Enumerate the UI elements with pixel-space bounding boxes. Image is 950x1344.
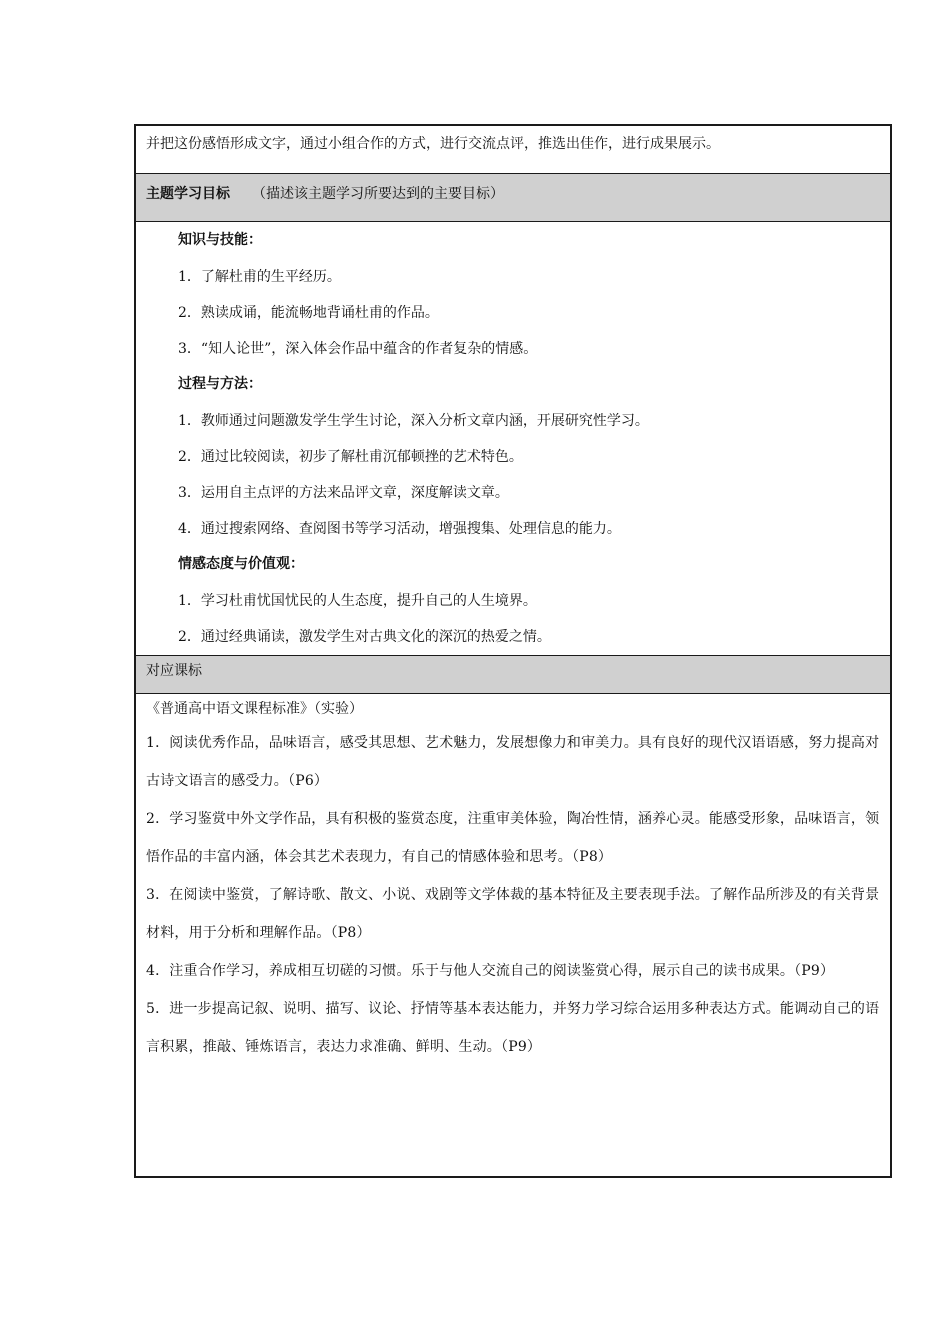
standard-item: 3．在阅读中鉴赏，了解诗歌、散文、小说、戏剧等文学体裁的基本特征及主要表现手法。了解作品所涉及的有关背景材料，用于分析和理解作品。（P8）	[146, 887, 880, 941]
standards-header-row	[136, 656, 890, 694]
standards-row	[136, 694, 890, 1176]
goal-item: 1．教师通过问题激发学生学生讨论，深入分析文章内涵，开展研究性学习。	[178, 413, 649, 429]
intro-row	[136, 126, 890, 174]
goals-header-description: （描述该主题学习所要达到的主要目标）	[252, 186, 504, 202]
goal-item: 1．了解杜甫的生平经历。	[178, 269, 341, 285]
standard-item: 4．注重合作学习，养成相互切磋的习惯。乐于与他人交流自己的阅读鉴赏心得，展示自己的读书成果。（P9）	[146, 963, 835, 979]
goal-item: 2．熟读成诵，能流畅地背诵杜甫的作品。	[178, 305, 439, 321]
standard-item: 1．阅读优秀作品，品味语言，感受其思想、艺术魅力，发展想像力和审美力。具有良好的现代汉语语感，努力提高对古诗文语言的感受力。（P6）	[146, 735, 880, 789]
lesson-plan-table	[134, 124, 892, 1178]
goal-item: 3．“知人论世”，深入体会作品中蕴含的作者复杂的情感。	[178, 341, 538, 357]
goal-item: 2．通过经典诵读，激发学生对古典文化的深沉的热爱之情。	[178, 629, 551, 645]
intro-text: 并把这份感悟形成文字，通过小组合作的方式，进行交流点评，推选出佳作，进行成果展示。	[146, 136, 720, 152]
goal-heading: 知识与技能：	[178, 232, 262, 248]
goal-item: 3．运用自主点评的方法来品评文章，深度解读文章。	[178, 485, 509, 501]
goal-heading: 过程与方法：	[178, 376, 262, 392]
goal-section-attitude	[146, 550, 880, 658]
goal-heading: 情感态度与价值观：	[178, 556, 304, 572]
goal-item: 2．通过比较阅读，初步了解杜甫沉郁顿挫的艺术特色。	[178, 449, 523, 465]
standard-item: 5．进一步提高记叙、说明、描写、议论、抒情等基本表达能力，并努力学习综合运用多种表达方式。能调动自己的语言积累，推敲、锤炼语言，表达力求准确、鲜明、生动。（P9）	[146, 1001, 880, 1055]
goals-header-title: 主题学习目标	[146, 186, 230, 202]
standards-header-title: 对应课标	[146, 663, 202, 679]
goals-header-row	[136, 174, 890, 222]
goal-section-knowledge	[146, 222, 880, 370]
standard-item: 2．学习鉴赏中外文学作品，具有积极的鉴赏态度，注重审美体验，陶冶性情，涵养心灵。能感受形象，品味语言，领悟作品的丰富内涵，体会其艺术表现力，有自己的情感体验和思考。（P8）	[146, 811, 880, 865]
goals-row	[136, 222, 890, 656]
standards-source: 《普通高中语文课程标准》（实验）	[146, 701, 363, 717]
goal-item: 4．通过搜索网络、查阅图书等学习活动，增强搜集、处理信息的能力。	[178, 521, 621, 537]
goal-section-process	[146, 370, 880, 550]
goal-item: 1．学习杜甫忧国忧民的人生态度，提升自己的人生境界。	[178, 593, 537, 609]
